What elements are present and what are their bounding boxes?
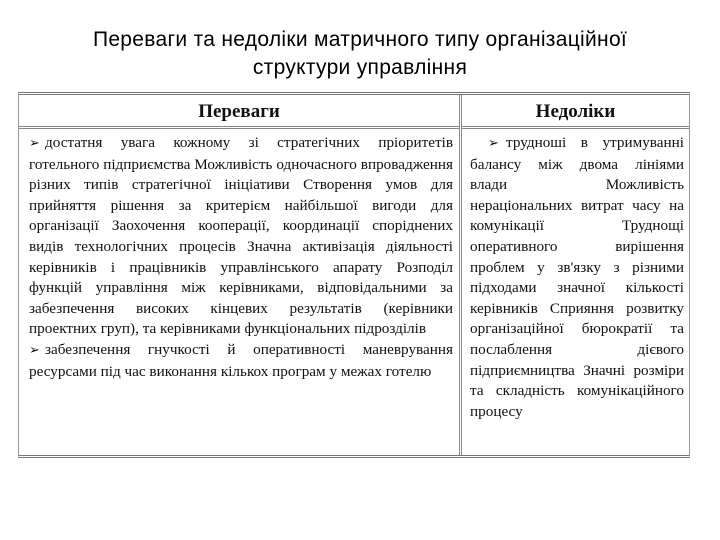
disadvantage-item-text: трудноші в утримуванні балансу між двома лініями влади Можливість нераціональних витрат часу на комунікації Труднощі оперативного вирішення проблем у зв'язку з різними підходами значної кількості керівників Сприяння розвитку організаційної бюрократії та послаблення дієвого підприємництва Значні розміри та складність комунікаційного процесу [470, 134, 684, 420]
slide-title-line-1: Переваги та недоліки матричного типу організаційної [92, 28, 628, 51]
advantage-item [29, 340, 453, 382]
advantages-body [19, 129, 459, 382]
bullet-arrow-icon: ➢ [29, 136, 40, 151]
comparison-table [18, 92, 690, 458]
advantage-item [29, 133, 453, 340]
advantages-header: Переваги [19, 95, 459, 129]
disadvantages-header: Недоліки [462, 95, 689, 129]
disadvantages-body [462, 129, 689, 422]
disadvantage-item [470, 133, 684, 422]
advantage-item-text: забезпечення гнучкості й оперативності маневрування ресурсами під час виконання кількох програм у межах готелю [29, 340, 453, 380]
bullet-arrow-icon: ➢ [488, 136, 499, 151]
advantages-column [19, 95, 462, 455]
slide-title-line-2: структури управління [252, 56, 468, 79]
advantage-item-text: достатня увага кожному зі стратегічних пріоритетів готельного підприємства Можливість одночасного впровадження різних типів стратегічної ініціативи Створення умов для прийняття рішення за критерієм найбільшої вигоди для організації Заохочення кооперації, координації споріднених видів технологічних процесів Значна активізація діяльності керівників і працівників управлінського апарату Розподіл функцій управління між керівниками, відповідальними за забезпечення високих кінцевих результатів (керівники проектних груп), та керівниками функціональних підрозділів [29, 134, 453, 338]
disadvantages-column [462, 95, 689, 455]
slide-title [20, 26, 700, 82]
bullet-arrow-icon: ➢ [29, 342, 40, 358]
